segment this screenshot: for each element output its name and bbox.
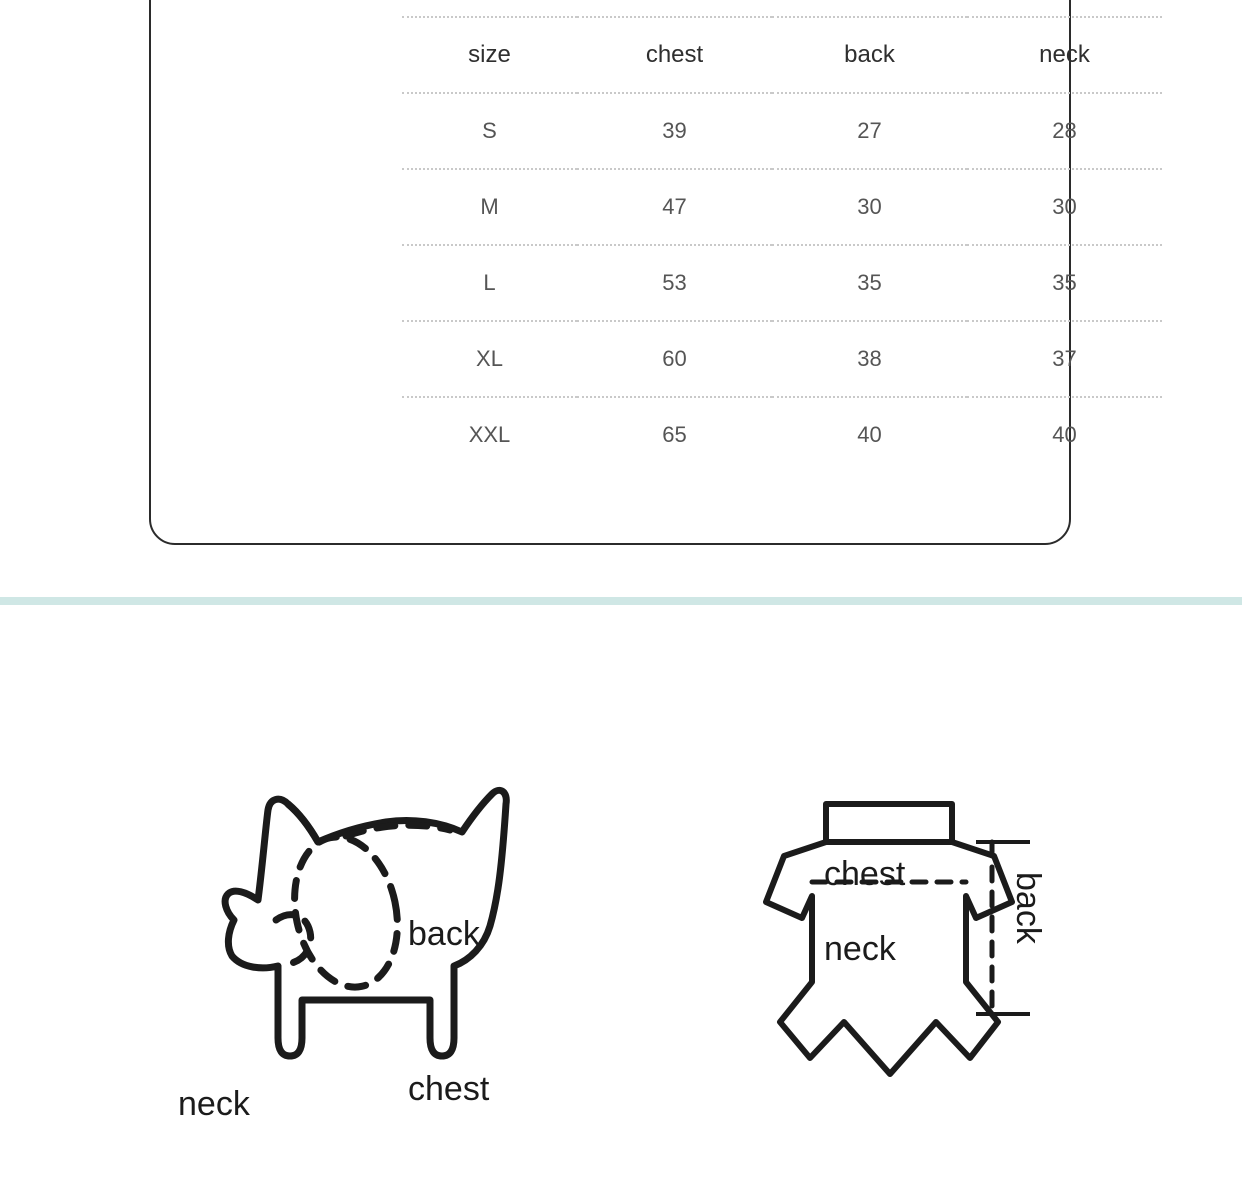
cell-back: 30	[772, 169, 967, 245]
dog-back-label: back	[408, 915, 480, 953]
size-chart-card	[149, 0, 1090, 545]
column-header-size: size	[402, 17, 577, 93]
chart-unit	[967, 0, 1162, 17]
cell-chest: 65	[662, 422, 687, 447]
dog-measurement-diagram	[150, 770, 620, 1123]
dog-outline-icon	[150, 770, 620, 1110]
cell-neck: 37	[967, 321, 1162, 397]
cell-back: 35	[772, 245, 967, 321]
table-row	[402, 245, 1162, 321]
title-spacer-2	[772, 0, 967, 17]
garment-chest-label: chest	[824, 855, 906, 893]
cell-chest: 60	[577, 321, 772, 397]
cell-neck: 30	[967, 169, 1162, 245]
measurement-illustrations	[0, 660, 1242, 1189]
cell-chest: 53	[577, 245, 772, 321]
table-row	[402, 93, 1162, 169]
cell-back: 27	[772, 93, 967, 169]
cell-size: XXL	[468, 422, 511, 447]
cell-size: M	[402, 169, 577, 245]
dog-chest-label: chest	[408, 1070, 490, 1108]
cell-size: S	[402, 93, 577, 169]
dog-neck-label: neck	[178, 1085, 250, 1123]
size-chart-table-wrap	[402, 0, 1162, 472]
chest-measure-line	[281, 827, 410, 996]
garment-back-label: back	[1009, 872, 1047, 944]
cell-back: 40	[857, 422, 882, 447]
cell-neck: 40	[1052, 422, 1077, 447]
table-title-row	[402, 0, 1162, 17]
size-chart-table	[402, 0, 1162, 472]
column-header-neck: neck	[967, 17, 1162, 93]
cell-chest: 47	[577, 169, 772, 245]
garment-neck-label: neck	[824, 930, 896, 968]
table-header-row	[402, 17, 1162, 93]
garment-measurement-diagram	[740, 790, 1120, 1100]
table-row	[402, 321, 1162, 397]
cell-neck: 28	[967, 93, 1162, 169]
chart-title	[577, 0, 772, 17]
title-spacer	[402, 0, 577, 17]
cell-size: L	[402, 245, 577, 321]
garment-outline-icon	[740, 790, 1120, 1100]
section-divider	[0, 597, 1242, 605]
cell-back: 38	[772, 321, 967, 397]
table-row	[402, 169, 1162, 245]
column-header-back: back	[772, 17, 967, 93]
cell-size: XL	[402, 321, 577, 397]
cell-chest: 39	[577, 93, 772, 169]
cell-neck: 35	[967, 245, 1162, 321]
table-row	[402, 397, 1162, 472]
neck-measure-line	[276, 915, 311, 965]
column-header-chest: chest	[577, 17, 772, 93]
